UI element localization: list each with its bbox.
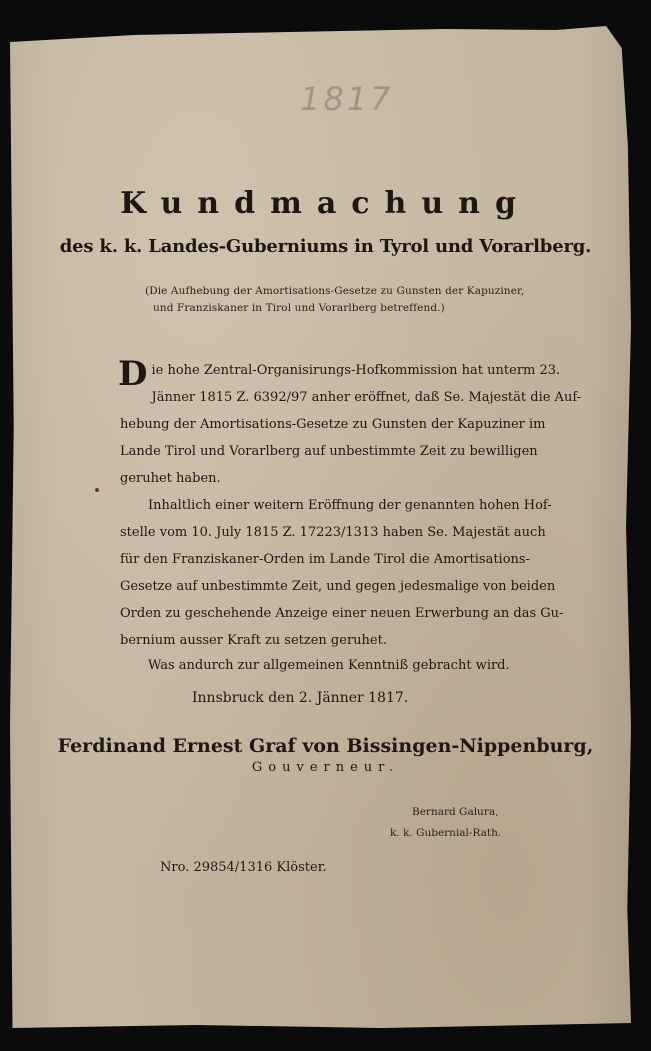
paragraph-line: bernium ausser Kraft zu setzen geruhet. [120, 633, 387, 648]
paragraph-line: stelle vom 10. July 1815 Z. 17223/1313 haben Se. Majestät auch [120, 525, 546, 540]
reference-number: Nro. 29854/1316 Klöster. [160, 860, 327, 875]
subject-note [145, 283, 525, 317]
paragraph-line: ie hohe Zentral-Organisirungs-Hofkommission hat unterm 23. [151, 363, 561, 378]
signer-role: Gouverneur. [251, 760, 400, 775]
paragraph-1 [118, 354, 582, 492]
document-subtitle: des k. k. Landes-Guberniums in Tyrol und Vorarlberg. [59, 236, 592, 257]
paragraph-line: Was andurch zur allgemeinen Kenntniß gebracht wird. [148, 658, 510, 673]
document-title: Kundmachung [120, 186, 531, 221]
pencil-annotation: 1817 [300, 80, 394, 118]
signer-name: Ferdinand Ernest Graf von Bissingen-Nippenburg, [57, 735, 594, 757]
paragraph-line: Orden zu geschehende Anzeige einer neuen Erwerbung an das Gu- [120, 606, 564, 621]
paragraph-line: Jänner 1815 Z. 6392/97 anher eröffnet, daß Se. Majestät die Auf- [151, 390, 582, 405]
cosigner-block [390, 802, 540, 844]
date-line: Innsbruck den 2. Jänner 1817. [192, 690, 409, 706]
paragraph-line: für den Franziskaner-Orden im Lande Tirol die Amortisations- [120, 552, 530, 567]
subject-note-line: (Die Aufhebung der Amortisations-Gesetze zu Gunsten der Kapuziner, [145, 285, 525, 297]
paragraph-line: hebung der Amortisations-Gesetze zu Gunsten der Kapuziner im [120, 417, 546, 432]
subject-note-line: und Franziskaner in Tirol und Vorarlberg betreffend.) [153, 302, 445, 314]
paragraph-line: Gesetze auf unbestimmte Zeit, und gegen jedesmalige von beiden [120, 579, 556, 594]
ink-stain [95, 488, 99, 492]
cosigner-title: k. k. Gubernial-Rath. [390, 827, 502, 839]
paragraph-line: Inhaltlich einer weitern Eröffnung der genannten hohen Hof- [148, 498, 552, 513]
paragraph-3 [120, 652, 525, 679]
drop-cap: D [118, 354, 148, 394]
paragraph-line: Lande Tirol und Vorarlberg auf unbestimmte Zeit zu bewilligen [120, 444, 538, 459]
paragraph-2 [120, 492, 564, 654]
cosigner-name: Bernard Galura, [412, 806, 499, 818]
paragraph-line: geruhet haben. [120, 471, 221, 486]
